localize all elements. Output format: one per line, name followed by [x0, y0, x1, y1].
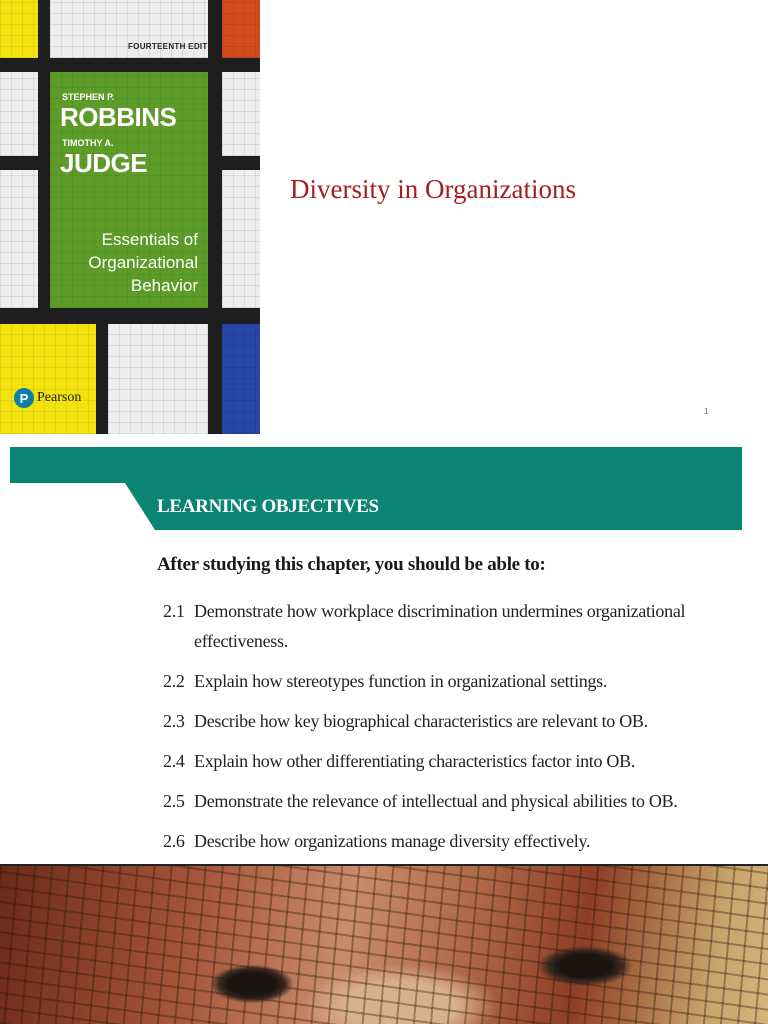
objective-item	[163, 596, 723, 656]
cover-author2-first: TIMOTHY A.	[62, 138, 114, 148]
cover-tile	[108, 324, 208, 434]
cover-tile	[0, 72, 38, 156]
objective-number: 2.5	[163, 791, 185, 811]
cover-edition: FOURTEENTH EDITION	[128, 42, 223, 51]
cover-tile	[0, 170, 38, 308]
header-band	[10, 447, 742, 483]
cover-tile	[0, 324, 96, 434]
cover-title-line: Essentials of	[101, 230, 198, 249]
cover-tile	[0, 0, 38, 58]
cover-author2-last: JUDGE	[60, 148, 148, 178]
slide-number: 1	[704, 407, 709, 416]
cover-title-line: Organizational	[88, 253, 198, 272]
cover-tile	[222, 0, 260, 58]
pearson-icon: P	[14, 388, 34, 408]
slide-1	[0, 0, 768, 436]
objective-item	[163, 746, 723, 776]
objective-text: Demonstrate how workplace discrimination undermines organizational effectiveness.	[194, 601, 686, 651]
slide-2	[0, 436, 768, 864]
cover-tile	[222, 324, 260, 434]
objective-number: 2.6	[163, 831, 185, 851]
objective-text: Describe how key biographical characteristics are relevant to OB.	[194, 711, 648, 731]
objective-number: 2.3	[163, 711, 185, 731]
objective-item	[163, 706, 723, 736]
cover-tile	[222, 72, 260, 156]
objective-number: 2.2	[163, 671, 185, 691]
objective-text: Describe how organizations manage diversity effectively.	[194, 831, 591, 851]
objective-item	[163, 786, 723, 816]
objective-text: Explain how stereotypes function in organizational settings.	[194, 671, 608, 691]
book-cover	[0, 0, 260, 434]
publisher-name: Pearson	[37, 390, 82, 405]
objectives-list	[163, 596, 723, 866]
cover-title-line: Behavior	[130, 276, 198, 295]
cover-author1-first: STEPHEN P.	[62, 92, 115, 102]
slide-3	[0, 866, 768, 1024]
objective-text: Explain how other differentiating characteristics factor into OB.	[194, 751, 636, 771]
slide-title: Diversity in Organizations	[290, 174, 576, 204]
learning-objectives-heading: LEARNING OBJECTIVES	[157, 496, 379, 517]
cover-tile	[222, 170, 260, 308]
cover-author1-last: ROBBINS	[60, 102, 177, 132]
objective-text: Demonstrate the relevance of intellectual and physical abilities to OB.	[194, 791, 678, 811]
publisher-logo	[14, 388, 81, 408]
mosaic-eyes-image	[0, 866, 768, 1024]
objective-item	[163, 666, 723, 696]
objective-number: 2.4	[163, 751, 185, 771]
objectives-intro: After studying this chapter, you should be able to:	[157, 554, 546, 575]
objective-item	[163, 826, 723, 856]
objective-number: 2.1	[163, 601, 185, 621]
